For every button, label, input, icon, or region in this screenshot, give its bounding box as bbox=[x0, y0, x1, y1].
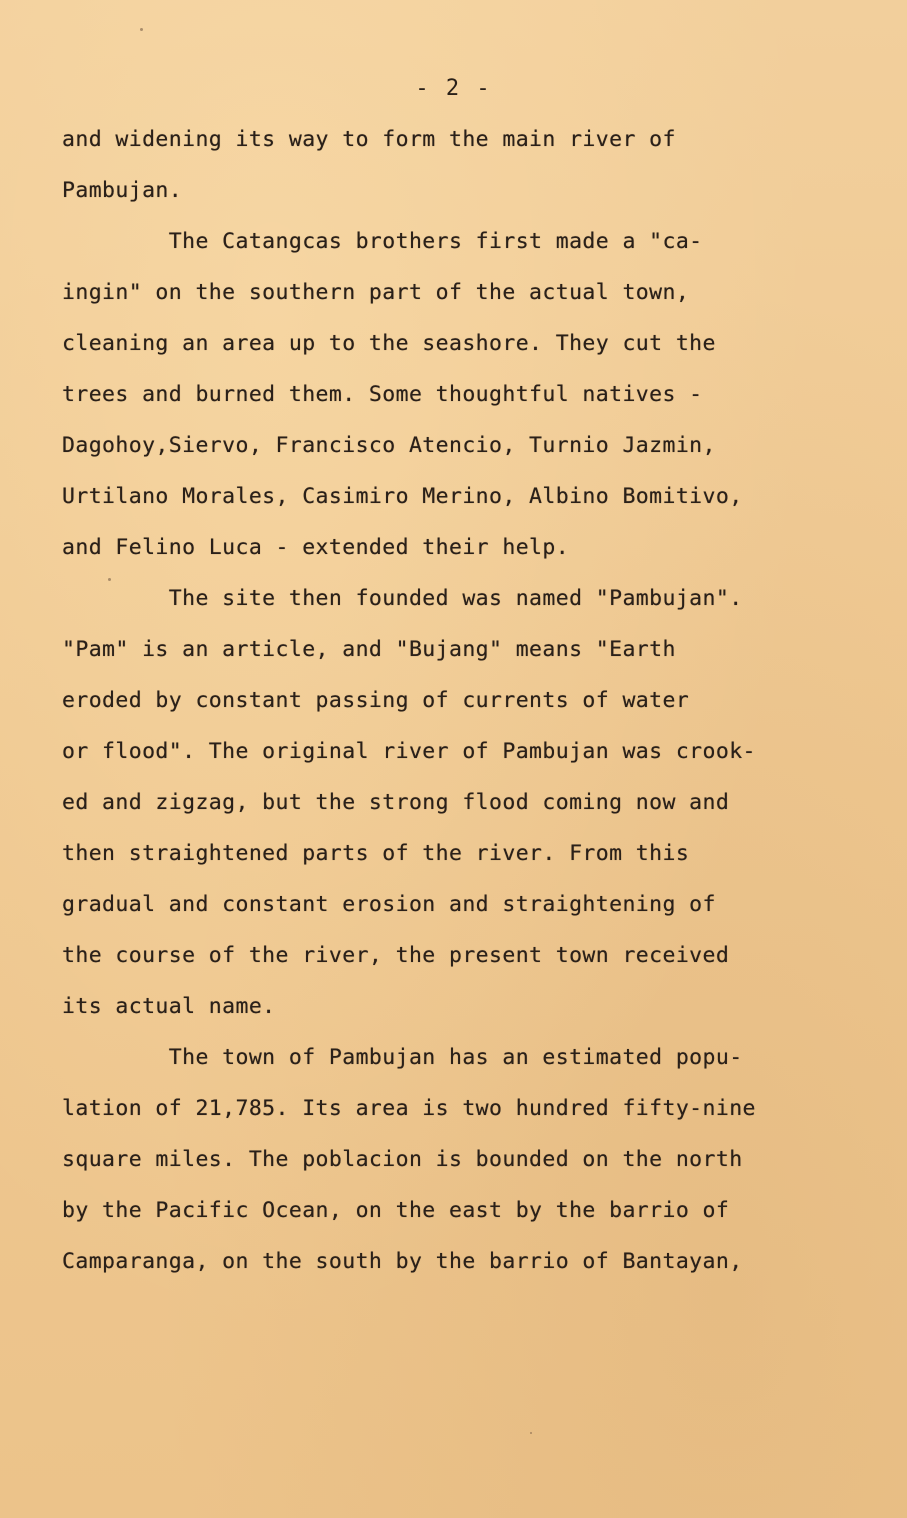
text-line: ed and zigzag, but the strong flood coming now and bbox=[62, 790, 730, 815]
text-line: cleaning an area up to the seashore. They cut the bbox=[62, 331, 716, 356]
paper-speck bbox=[140, 28, 143, 31]
text-line: then straightened parts of the river. From this bbox=[62, 841, 690, 866]
text-line: square miles. The poblacion is bounded on the north bbox=[62, 1147, 743, 1172]
page-number: - 2 - bbox=[415, 76, 492, 101]
text-line: eroded by constant passing of currents of water bbox=[62, 688, 690, 713]
text-line: ingin" on the southern part of the actual town, bbox=[62, 280, 690, 305]
text-line: the course of the river, the present town received bbox=[62, 943, 730, 968]
text-line: and widening its way to form the main river of bbox=[62, 127, 676, 152]
text-line: or flood". The original river of Pambujan was crook- bbox=[62, 739, 756, 764]
text-line: Pambujan. bbox=[62, 178, 183, 203]
text-line: lation of 21,785. Its area is two hundred fifty-nine bbox=[62, 1096, 756, 1121]
text-line: Camparanga, on the south by the barrio of Bantayan, bbox=[62, 1249, 743, 1274]
paper-speck bbox=[108, 578, 111, 581]
text-line: Urtilano Morales, Casimiro Merino, Albino Bomitivo, bbox=[62, 484, 743, 509]
text-line: and Felino Luca - extended their help. bbox=[62, 535, 570, 560]
text-line: "Pam" is an article, and "Bujang" means "Earth bbox=[62, 637, 676, 662]
paper-speck bbox=[530, 1432, 532, 1434]
text-line: gradual and constant erosion and straightening of bbox=[62, 892, 716, 917]
text-line: trees and burned them. Some thoughtful natives - bbox=[62, 382, 703, 407]
text-line: Dagohoy,Siervo, Francisco Atencio, Turnio Jazmin, bbox=[62, 433, 716, 458]
text-line: The Catangcas brothers first made a "ca- bbox=[62, 229, 703, 254]
text-line: its actual name. bbox=[62, 994, 276, 1019]
text-line: The site then founded was named "Pambujan". bbox=[62, 586, 743, 611]
text-line: The town of Pambujan has an estimated popu- bbox=[62, 1045, 743, 1070]
text-line: by the Pacific Ocean, on the east by the barrio of bbox=[62, 1198, 730, 1223]
